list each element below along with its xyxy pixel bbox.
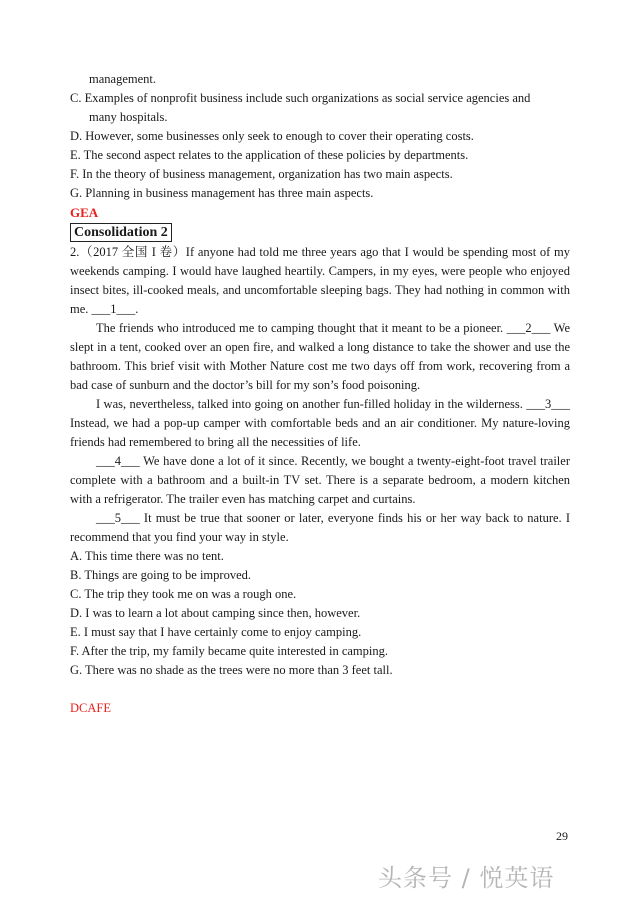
option-g: G. Planning in business management has three main aspects. [70,186,374,200]
option-e: E. The second aspect relates to the application of these policies by departments. [70,148,469,162]
passage-paragraph-1: 2.（2017 全国 I 卷）If anyone had told me three years ago that I would be spending most of my weekends camping. I would have laughed heartily. Campers, in my eyes, were people who enjoyed insect bites, ill-cooked meals, and uncomfortable sleeping bags. They had nothing in common with me. ___1___. [70,245,570,316]
option-c-continuation: many hospitals. [89,110,168,124]
option-2-g: G. There was no shade as the trees were no more than 3 feet tall. [70,663,393,677]
option-b-continuation: management. [89,72,156,86]
passage-paragraph-4: ___4___ We have done a lot of it since. Recently, we bought a twenty-eight-foot travel trailer complete with a bathroom and a built-in TV set. There is a separate bedroom, a modern kitchen with a refrigerator. The trailer even has matching carpet and curtains. [70,454,570,506]
passage-paragraph-5: ___5___ It must be true that sooner or later, everyone finds his or her way back to nature. I recommend that you find your way in style. [70,511,570,544]
answer-key-1: GEA [70,205,99,220]
section-title: Consolidation 2 [70,223,172,242]
watermark: 头条号 / 悦英语 [378,864,555,892]
page-number: 29 [556,829,568,843]
answer-key-2: DCAFE [70,701,111,715]
option-2-f: F. After the trip, my family became quite interested in camping. [70,644,389,658]
option-2-a: A. This time there was no tent. [70,549,224,563]
passage-paragraph-2: The friends who introduced me to camping thought that it meant to be a pioneer. ___2___ We slept in a tent, cooked over an open fire, and walked a long distance to take the shower and use the bathroom. This brief visit with Mother Nature cost me two days off from work, recovering from a bad case of sunburn and the doctor’s bill for my son’s food poisoning. [70,321,570,392]
passage-paragraph-3: I was, nevertheless, talked into going on another fun-filled holiday in the wilderness. ___3___ Instead, we had a pop-up camper with comfortable beds and an air conditioner. My nature-loving friends had remembered to bring all the necessities of life. [70,397,570,449]
option-c: C. Examples of nonprofit business include such organizations as social service agencies and [70,91,531,105]
option-d: D. However, some businesses only seek to enough to cover their operating costs. [70,129,474,143]
option-2-b: B. Things are going to be improved. [70,568,251,582]
option-2-d: D. I was to learn a lot about camping since then, however. [70,606,361,620]
option-2-e: E. I must say that I have certainly come to enjoy camping. [70,625,362,639]
option-f: F. In the theory of business management, organization has two main aspects. [70,167,453,181]
document-page [70,70,570,718]
option-2-c: C. The trip they took me on was a rough one. [70,587,297,601]
